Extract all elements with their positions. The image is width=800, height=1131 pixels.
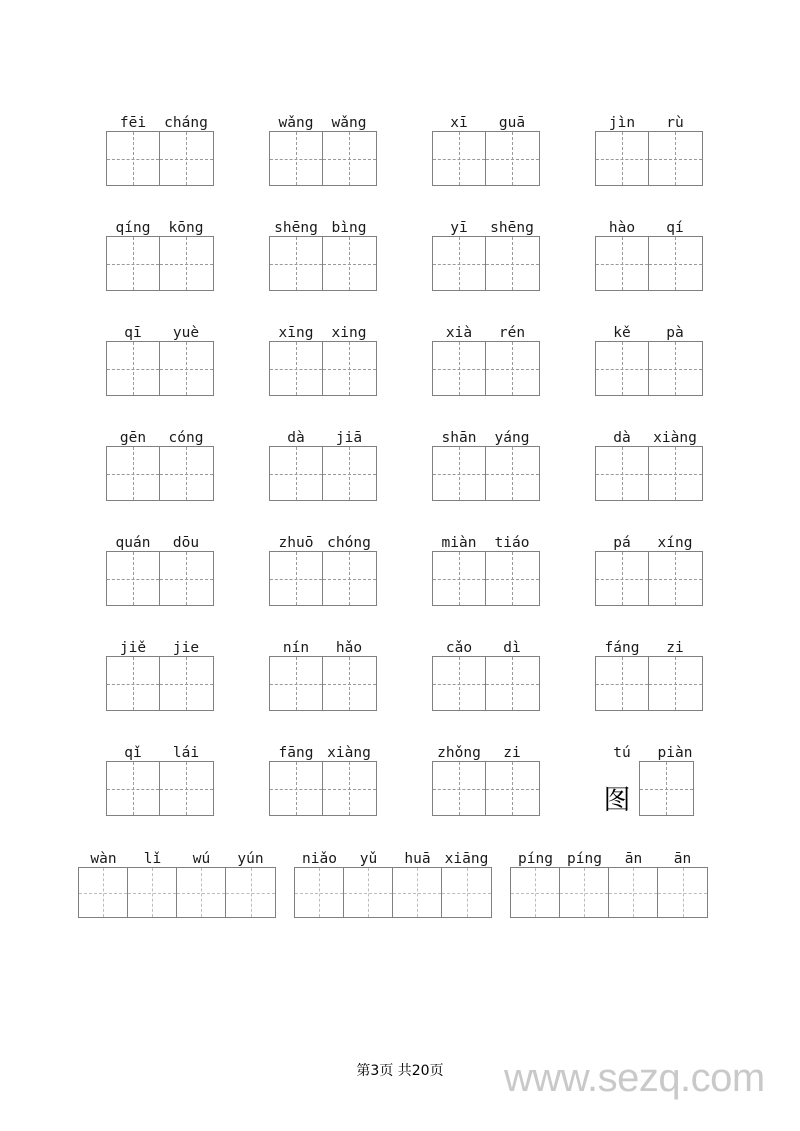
- tianzige-grid[interactable]: [510, 867, 708, 918]
- vocabulary-item: [78, 525, 241, 606]
- pinyin-syllable: yáng: [494, 430, 530, 446]
- writing-cell[interactable]: [486, 342, 539, 395]
- worksheet-row: [78, 315, 728, 420]
- pinyin-syllable: chóng: [327, 535, 371, 551]
- writing-cell[interactable]: [270, 132, 323, 185]
- pinyin-label: [433, 630, 539, 656]
- pinyin-syllable: xiàng: [327, 745, 371, 761]
- writing-cell[interactable]: [323, 552, 376, 605]
- pinyin-label: [433, 525, 539, 551]
- tianzige-grid[interactable]: [595, 656, 703, 711]
- writing-cell[interactable]: [609, 868, 658, 917]
- pinyin-label: [433, 210, 539, 236]
- writing-cell[interactable]: [160, 762, 213, 815]
- writing-cell[interactable]: [596, 237, 649, 290]
- tianzige-grid[interactable]: [269, 131, 377, 186]
- tianzige-grid[interactable]: [595, 446, 703, 501]
- vocabulary-item: [241, 315, 404, 396]
- pinyin-syllable: ān: [673, 851, 692, 867]
- writing-cell[interactable]: [270, 342, 323, 395]
- pinyin-label: [107, 210, 213, 236]
- writing-cell[interactable]: [649, 237, 702, 290]
- tianzige-grid[interactable]: [432, 446, 540, 501]
- writing-cell[interactable]: [177, 868, 226, 917]
- tianzige-grid[interactable]: [595, 131, 703, 186]
- writing-cell[interactable]: [107, 657, 160, 710]
- pinyin-syllable: zi: [503, 745, 521, 761]
- writing-cell[interactable]: [433, 237, 486, 290]
- writing-cell[interactable]: [344, 868, 393, 917]
- tianzige-grid[interactable]: [639, 761, 694, 816]
- pinyin-syllable: cháng: [164, 115, 208, 131]
- pinyin-syllable: niǎo: [302, 851, 337, 867]
- pinyin-label: [270, 630, 376, 656]
- tianzige-grid[interactable]: [269, 446, 377, 501]
- pinyin-syllable: fāng: [278, 745, 314, 761]
- vocabulary-item: [567, 630, 730, 711]
- pinyin-label: [270, 525, 376, 551]
- pinyin-syllable: yǔ: [359, 851, 378, 867]
- writing-cell[interactable]: [323, 447, 376, 500]
- writing-cell[interactable]: [649, 447, 702, 500]
- vocabulary-item: [241, 105, 404, 186]
- pinyin-syllable: qī: [124, 325, 142, 341]
- writing-cell[interactable]: [511, 868, 560, 917]
- pinyin-label: [107, 525, 213, 551]
- pinyin-syllable: yī: [450, 220, 468, 236]
- tianzige-grid[interactable]: [106, 446, 214, 501]
- pinyin-syllable: pà: [666, 325, 684, 341]
- vocabulary-item: [404, 105, 567, 186]
- writing-cell[interactable]: [160, 132, 213, 185]
- writing-cell[interactable]: [160, 552, 213, 605]
- writing-cell[interactable]: [107, 132, 160, 185]
- pinyin-syllable: jiě: [119, 640, 147, 656]
- pinyin-label: [107, 315, 213, 341]
- vocabulary-item: [78, 105, 241, 186]
- tianzige-grid[interactable]: [432, 131, 540, 186]
- pinyin-syllable: píng: [518, 851, 553, 867]
- pinyin-label: [511, 841, 707, 867]
- vocabulary-item: [567, 525, 730, 606]
- pinyin-syllable: xià: [445, 325, 473, 341]
- writing-cell[interactable]: [649, 342, 702, 395]
- worksheet-row: [78, 525, 728, 630]
- pinyin-syllable: cóng: [168, 430, 204, 446]
- pinyin-syllable: dì: [503, 640, 521, 656]
- vocabulary-item: [404, 630, 567, 711]
- pinyin-syllable: wǎng: [278, 115, 314, 131]
- tianzige-grid[interactable]: [106, 761, 214, 816]
- vocabulary-item: [241, 420, 404, 501]
- tianzige-grid[interactable]: [269, 551, 377, 606]
- writing-cell[interactable]: [160, 657, 213, 710]
- writing-cell[interactable]: [270, 657, 323, 710]
- worksheet-row: [78, 735, 728, 840]
- writing-cell[interactable]: [433, 762, 486, 815]
- vocabulary-item: [567, 735, 730, 816]
- pinyin-syllable: shān: [441, 430, 477, 446]
- pinyin-label: [107, 105, 213, 131]
- writing-cell[interactable]: [486, 447, 539, 500]
- pinyin-label: [270, 315, 376, 341]
- writing-cell[interactable]: [270, 237, 323, 290]
- tianzige-grid[interactable]: [595, 551, 703, 606]
- writing-cell[interactable]: [560, 868, 609, 917]
- vocabulary-item: [241, 210, 404, 291]
- vocabulary-item: [78, 420, 241, 501]
- vocabulary-item: [78, 210, 241, 291]
- pinyin-label: [596, 210, 702, 236]
- writing-cell[interactable]: [107, 762, 160, 815]
- writing-cell[interactable]: [107, 237, 160, 290]
- writing-cell[interactable]: [323, 657, 376, 710]
- worksheet-row: [78, 630, 728, 735]
- vocabulary-item: [404, 525, 567, 606]
- writing-cell[interactable]: [160, 342, 213, 395]
- worksheet-row: [78, 420, 728, 525]
- pinyin-syllable: xiàng: [653, 430, 697, 446]
- pinyin-syllable: jiā: [335, 430, 363, 446]
- pinyin-syllable: dà: [613, 430, 631, 446]
- tianzige-grid[interactable]: [269, 761, 377, 816]
- pinyin-syllable: huā: [404, 851, 431, 867]
- writing-cell[interactable]: [160, 237, 213, 290]
- vocabulary-item: [510, 841, 708, 918]
- writing-cell[interactable]: [596, 552, 649, 605]
- worksheet-row: [78, 210, 728, 315]
- pinyin-syllable: bìng: [331, 220, 367, 236]
- tianzige-grid[interactable]: [432, 656, 540, 711]
- writing-cell[interactable]: [596, 447, 649, 500]
- pinyin-syllable: guā: [498, 115, 526, 131]
- pinyin-label: [270, 735, 376, 761]
- pinyin-label: [596, 735, 702, 761]
- pinyin-syllable: shēng: [274, 220, 318, 236]
- worksheet-row: [78, 105, 728, 210]
- vocabulary-item: [78, 315, 241, 396]
- pinyin-label: [596, 105, 702, 131]
- vocabulary-item: [78, 735, 241, 816]
- pinyin-syllable: dà: [287, 430, 305, 446]
- writing-cell[interactable]: [107, 342, 160, 395]
- pinyin-syllable: fēi: [119, 115, 147, 131]
- tianzige-grid[interactable]: [106, 551, 214, 606]
- pinyin-label: [270, 105, 376, 131]
- writing-cell[interactable]: [393, 868, 442, 917]
- writing-cell[interactable]: [323, 762, 376, 815]
- writing-cell[interactable]: [323, 132, 376, 185]
- pinyin-syllable: lǐ: [143, 851, 162, 867]
- vocabulary-item: [567, 315, 730, 396]
- tianzige-grid[interactable]: [269, 656, 377, 711]
- pinyin-syllable: tiáo: [494, 535, 530, 551]
- writing-cell[interactable]: [270, 552, 323, 605]
- writing-cell[interactable]: [640, 762, 693, 815]
- writing-cell[interactable]: [79, 868, 128, 917]
- writing-cell[interactable]: [323, 237, 376, 290]
- writing-cell[interactable]: [442, 868, 491, 917]
- pinyin-label: [270, 210, 376, 236]
- pinyin-syllable: xī: [450, 115, 468, 131]
- pinyin-syllable: zi: [666, 640, 684, 656]
- pinyin-label: [433, 105, 539, 131]
- pinyin-syllable: jìn: [608, 115, 636, 131]
- pinyin-syllable: cǎo: [445, 640, 473, 656]
- writing-cell[interactable]: [649, 552, 702, 605]
- writing-cell[interactable]: [433, 342, 486, 395]
- writing-cell[interactable]: [323, 342, 376, 395]
- vocabulary-item: [567, 210, 730, 291]
- writing-cell[interactable]: [433, 657, 486, 710]
- pinyin-syllable: shēng: [490, 220, 534, 236]
- pinyin-syllable: xīng: [278, 325, 314, 341]
- pinyin-syllable: rén: [498, 325, 526, 341]
- writing-cell[interactable]: [486, 657, 539, 710]
- writing-cell[interactable]: [486, 762, 539, 815]
- pinyin-syllable: kě: [613, 325, 631, 341]
- worksheet-row-phrases: [78, 841, 728, 946]
- vocabulary-item: [78, 630, 241, 711]
- pinyin-syllable: gēn: [119, 430, 147, 446]
- pinyin-syllable: qíng: [115, 220, 151, 236]
- pinyin-syllable: zhǒng: [437, 745, 481, 761]
- writing-cell[interactable]: [270, 762, 323, 815]
- vocabulary-item: [404, 735, 567, 816]
- pinyin-syllable: qí: [666, 220, 684, 236]
- tianzige-grid[interactable]: [106, 131, 214, 186]
- site-watermark: www.sezq.com: [504, 1056, 765, 1100]
- pinyin-syllable: jie: [172, 640, 200, 656]
- pinyin-syllable: wú: [192, 851, 211, 867]
- pinyin-syllable: lái: [172, 745, 200, 761]
- pinyin-syllable: wàn: [90, 851, 117, 867]
- pinyin-label: [596, 525, 702, 551]
- tianzige-grid[interactable]: [269, 341, 377, 396]
- pinyin-label: [433, 735, 539, 761]
- tianzige-grid[interactable]: [106, 341, 214, 396]
- writing-cell[interactable]: [433, 132, 486, 185]
- writing-cell[interactable]: [658, 868, 707, 917]
- pinyin-label: [596, 315, 702, 341]
- writing-cell[interactable]: [107, 552, 160, 605]
- writing-cell[interactable]: [596, 657, 649, 710]
- pinyin-syllable: nín: [282, 640, 310, 656]
- writing-cell[interactable]: [226, 868, 275, 917]
- tianzige-grid[interactable]: [595, 236, 703, 291]
- pinyin-syllable: hǎo: [335, 640, 363, 656]
- vocabulary-item: [241, 630, 404, 711]
- pinyin-label: [107, 630, 213, 656]
- vocabulary-item: [567, 105, 730, 186]
- writing-cell[interactable]: [433, 552, 486, 605]
- pinyin-syllable: yuè: [172, 325, 200, 341]
- writing-cell[interactable]: [270, 447, 323, 500]
- pinyin-syllable: hào: [608, 220, 636, 236]
- pinyin-syllable: dōu: [172, 535, 200, 551]
- tianzige-grid[interactable]: [78, 867, 276, 918]
- pinyin-syllable: yún: [237, 851, 264, 867]
- pinyin-syllable: pá: [613, 535, 631, 551]
- tianzige-grid[interactable]: [432, 551, 540, 606]
- writing-cell[interactable]: [160, 447, 213, 500]
- pinyin-label: [107, 735, 213, 761]
- writing-cell[interactable]: [486, 237, 539, 290]
- tianzige-grid[interactable]: [269, 236, 377, 291]
- prefilled-answer-group: [604, 761, 694, 816]
- tianzige-grid[interactable]: [432, 236, 540, 291]
- pinyin-syllable: xiāng: [444, 851, 489, 867]
- pinyin-label: [596, 630, 702, 656]
- pinyin-syllable: qǐ: [124, 745, 142, 761]
- writing-cell[interactable]: [433, 447, 486, 500]
- page-number-label: 第3页 共20页: [356, 1063, 444, 1079]
- tianzige-grid[interactable]: [595, 341, 703, 396]
- vocabulary-item: [294, 841, 492, 918]
- tianzige-grid[interactable]: [106, 656, 214, 711]
- vocabulary-item: [241, 525, 404, 606]
- pinyin-syllable: ān: [624, 851, 643, 867]
- pinyin-syllable: quán: [115, 535, 151, 551]
- pinyin-syllable: zhuō: [278, 535, 314, 551]
- pinyin-syllable: xing: [331, 325, 367, 341]
- writing-cell[interactable]: [596, 132, 649, 185]
- pinyin-label: [596, 420, 702, 446]
- vocabulary-item: [404, 420, 567, 501]
- tianzige-grid[interactable]: [106, 236, 214, 291]
- pinyin-syllable: kōng: [168, 220, 204, 236]
- pinyin-syllable: fáng: [604, 640, 640, 656]
- vocabulary-item: [567, 420, 730, 501]
- pinyin-label: [433, 315, 539, 341]
- writing-cell[interactable]: [107, 447, 160, 500]
- tianzige-grid[interactable]: [294, 867, 492, 918]
- pinyin-label: [79, 841, 275, 867]
- vocabulary-item: [404, 210, 567, 291]
- tianzige-grid[interactable]: [432, 761, 540, 816]
- pinyin-syllable: rù: [666, 115, 684, 131]
- pinyin-syllable: xíng: [657, 535, 693, 551]
- pinyin-label: [270, 420, 376, 446]
- prefilled-character: 图: [603, 785, 631, 816]
- writing-cell[interactable]: [596, 342, 649, 395]
- writing-cell[interactable]: [486, 552, 539, 605]
- pinyin-syllable: piàn: [657, 745, 693, 761]
- writing-cell[interactable]: [649, 132, 702, 185]
- pinyin-label: [107, 420, 213, 446]
- vocabulary-item: [404, 315, 567, 396]
- pinyin-label: [295, 841, 491, 867]
- writing-cell[interactable]: [295, 868, 344, 917]
- writing-cell[interactable]: [128, 868, 177, 917]
- pinyin-syllable: píng: [567, 851, 602, 867]
- pinyin-syllable: miàn: [441, 535, 477, 551]
- pinyin-syllable: wǎng: [331, 115, 367, 131]
- tianzige-grid[interactable]: [432, 341, 540, 396]
- pinyin-syllable: tú: [613, 745, 631, 761]
- pinyin-label: [433, 420, 539, 446]
- writing-cell[interactable]: [486, 132, 539, 185]
- vocabulary-item: [78, 841, 276, 918]
- vocabulary-item: [241, 735, 404, 816]
- writing-cell[interactable]: [649, 657, 702, 710]
